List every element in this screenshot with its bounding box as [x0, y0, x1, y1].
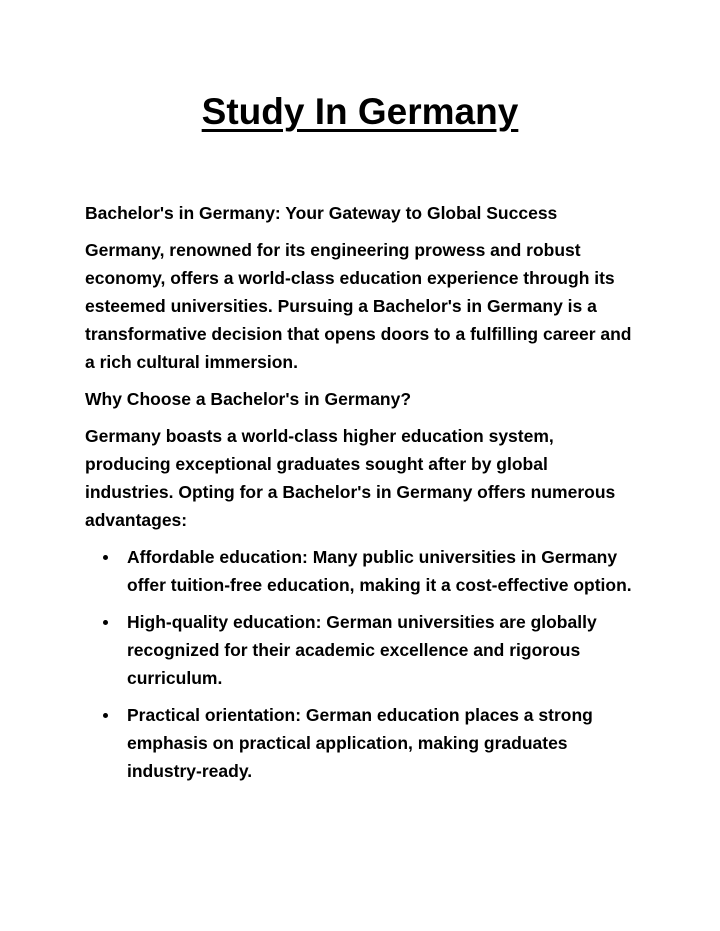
list-item: [85, 543, 640, 599]
bullet-icon: [103, 555, 108, 560]
list-item: [85, 701, 640, 785]
list-item-text: Affordable education: Many public universities in Germany offer tuition-free education, making it a cost-effective option.: [127, 547, 632, 595]
section-heading: Why Choose a Bachelor's in Germany?: [85, 389, 412, 409]
page-title: Study In Germany: [201, 91, 519, 132]
intro-paragraph: Germany, renowned for its engineering prowess and robust economy, offers a world-class education experience through its esteemed universities. Pursuing a Bachelor's in Germany is a transformative decision that opens doors to a fulfilling career and a rich cultural immersion.: [85, 240, 632, 372]
section-paragraph: Germany boasts a world-class higher education system, producing exceptional graduates sought after by global industries. Opting for a Bachelor's in Germany offers numerous advantages:: [85, 426, 616, 530]
list-item: [85, 608, 640, 692]
list-item-text: High-quality education: German universities are globally recognized for their academic excellence and rigorous curriculum.: [127, 612, 597, 688]
bullet-icon: [103, 620, 108, 625]
advantages-list: [85, 543, 640, 785]
subheading: Bachelor's in Germany: Your Gateway to Global Success: [85, 203, 558, 223]
list-item-text: Practical orientation: German education places a strong emphasis on practical application, making graduates industry-ready.: [127, 705, 593, 781]
document-body: [85, 199, 640, 794]
bullet-icon: [103, 713, 108, 718]
